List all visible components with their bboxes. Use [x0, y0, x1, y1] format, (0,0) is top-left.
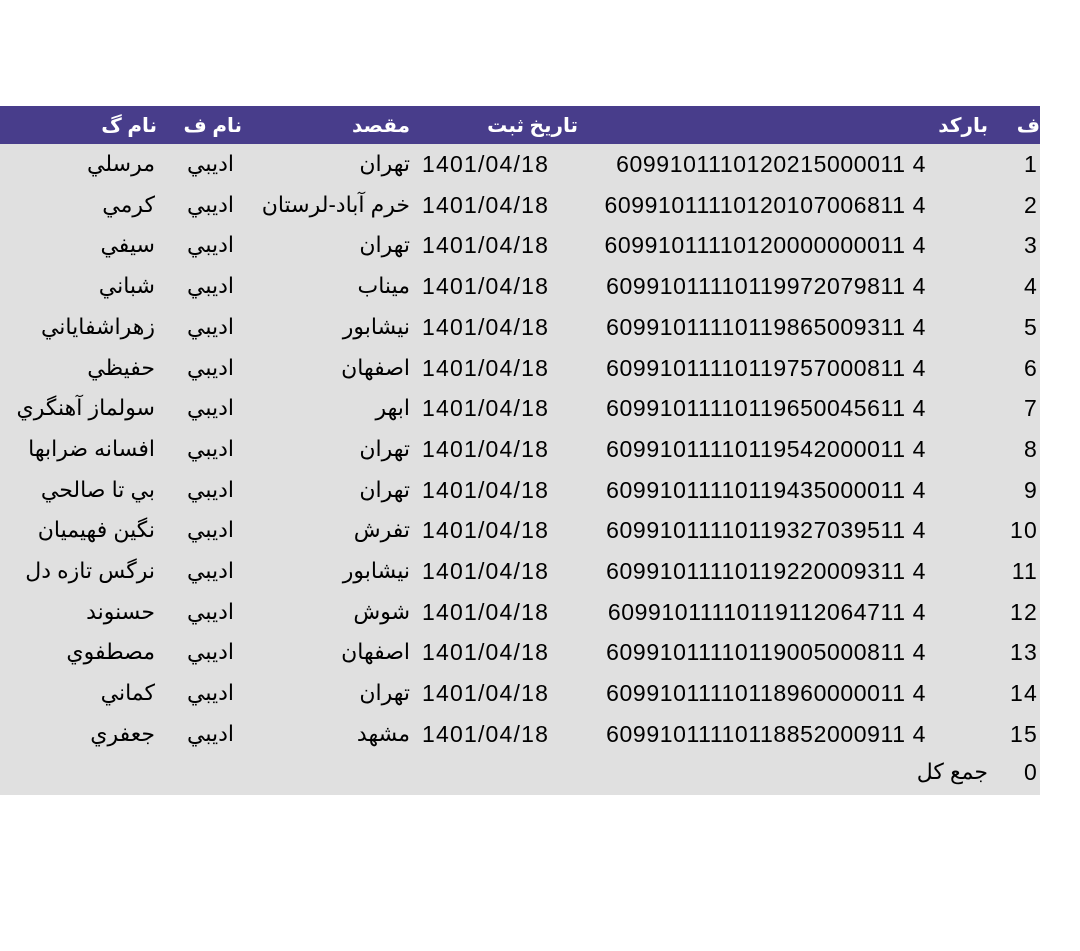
row-number: 14: [1010, 680, 1038, 707]
date-cell: 1401/04/18: [422, 273, 550, 300]
date-cell: 1401/04/18: [422, 476, 550, 503]
destination-cell: ابهر: [375, 395, 410, 421]
barcode-cell: 60991011110120000000011 4: [604, 232, 926, 259]
sender-name-cell: اديبي: [186, 598, 234, 624]
destination-cell: تهران: [359, 680, 410, 706]
table-row: [0, 144, 1040, 185]
receiver-name-cell: شباني: [98, 273, 155, 299]
row-number: 1: [1024, 151, 1038, 177]
sender-name-cell: اديبي: [186, 558, 234, 583]
table-row: [0, 185, 1040, 226]
row-number: 2: [1024, 191, 1038, 218]
total-value: 0: [1024, 758, 1038, 785]
row-number: 8: [1024, 435, 1038, 462]
header-date: تاریخ ثبت: [487, 115, 578, 137]
receiver-name-cell: نرگس تازه دل: [25, 558, 155, 583]
sender-name-cell: اديبي: [186, 395, 234, 421]
table-row: [0, 470, 1040, 511]
sender-name-cell: اديبي: [186, 680, 234, 706]
report-table: [0, 106, 1040, 795]
barcode-cell: 60991011110119327039511 4: [606, 517, 926, 544]
sender-name-cell: اديبي: [186, 517, 234, 543]
receiver-name-cell: حسنوند: [86, 598, 155, 624]
barcode-cell: 60991011110119435000011 4: [606, 476, 926, 503]
header-destination: مقصد: [351, 115, 410, 137]
table-row: [0, 388, 1040, 429]
barcode-cell: 60991011110119542000011 4: [606, 435, 926, 462]
sender-name-cell: اديبي: [186, 720, 234, 746]
receiver-name-cell: سولماز آهنگري: [16, 395, 155, 421]
receiver-name-cell: نگين فهيميان: [37, 517, 155, 543]
date-cell: 1401/04/18: [422, 680, 550, 707]
destination-cell: تهران: [359, 151, 410, 176]
table-row: [0, 307, 1040, 348]
date-cell: 1401/04/18: [422, 151, 550, 177]
receiver-name-cell: سيفي: [100, 232, 155, 258]
destination-cell: تفرش: [353, 517, 410, 543]
barcode-cell: 60991011110119112064711 4: [607, 598, 926, 625]
sender-name-cell: اديبي: [186, 476, 234, 502]
barcode-cell: 60991011110119220009311 4: [606, 558, 926, 584]
destination-cell: شوش: [353, 598, 410, 624]
sender-name-cell: اديبي: [186, 191, 234, 217]
destination-cell: نيشابور: [342, 558, 410, 583]
destination-cell: تهران: [359, 476, 410, 502]
barcode-cell: 60991011110119757000811 4: [606, 354, 926, 381]
table-row: [0, 673, 1040, 714]
destination-cell: نيشابور: [342, 313, 410, 339]
table-header: [0, 106, 1040, 144]
row-number: 12: [1010, 598, 1038, 625]
date-cell: 1401/04/18: [422, 435, 550, 462]
total-label: جمع كل: [916, 758, 988, 784]
destination-cell: تهران: [359, 232, 410, 258]
row-number: 4: [1024, 273, 1038, 300]
date-cell: 1401/04/18: [422, 517, 550, 544]
table-row: [0, 348, 1040, 389]
destination-cell: تهران: [359, 435, 410, 461]
receiver-name-cell: افسانه ضرابها: [28, 435, 155, 461]
row-number: 5: [1024, 313, 1038, 340]
date-cell: 1401/04/18: [422, 395, 550, 422]
row-number: 3: [1024, 232, 1038, 259]
date-cell: 1401/04/18: [422, 639, 550, 666]
receiver-name-cell: مصطفوي: [66, 639, 155, 665]
date-cell: 1401/04/18: [422, 598, 550, 625]
row-number: 6: [1024, 354, 1038, 381]
row-number: 11: [1011, 558, 1038, 584]
date-cell: 1401/04/18: [422, 558, 550, 584]
destination-cell: اصفهان: [341, 639, 410, 665]
sender-name-cell: اديبي: [186, 435, 234, 461]
barcode-cell: 6099101110120215000011 4: [616, 151, 926, 177]
table-row: [0, 225, 1040, 266]
receiver-name-cell: مرسلي: [87, 151, 155, 176]
date-cell: 1401/04/18: [422, 191, 550, 218]
header-row-no: ف: [1016, 115, 1040, 137]
sender-name-cell: اديبي: [186, 354, 234, 380]
date-cell: 1401/04/18: [422, 313, 550, 340]
barcode-cell: 60991011110120107006811 4: [604, 191, 926, 218]
table-row: [0, 266, 1040, 307]
table-row: [0, 510, 1040, 551]
receiver-name-cell: حفيظي: [87, 354, 155, 380]
sender-name-cell: اديبي: [186, 313, 234, 339]
receiver-name-cell: كماني: [100, 680, 155, 706]
destination-cell: ميناب: [357, 273, 410, 299]
header-barcode: بارکد: [938, 115, 988, 137]
receiver-name-cell: جعفري: [90, 720, 155, 746]
barcode-cell: 60991011110119865009311 4: [606, 313, 926, 340]
barcode-cell: 60991011110119972079811 4: [606, 273, 926, 300]
barcode-cell: 60991011110119650045611 4: [606, 395, 926, 422]
receiver-name-cell: بي تا صالحي: [40, 476, 155, 502]
sender-name-cell: اديبي: [186, 151, 234, 176]
destination-cell: مشهد: [356, 720, 410, 746]
date-cell: 1401/04/18: [422, 232, 550, 259]
destination-cell: خرم آباد-لرستان: [261, 191, 410, 217]
table-row: [0, 632, 1040, 673]
row-number: 15: [1010, 720, 1038, 747]
sender-name-cell: اديبي: [186, 639, 234, 665]
sender-name-cell: اديبي: [186, 273, 234, 299]
date-cell: 1401/04/18: [422, 354, 550, 381]
table-row: [0, 429, 1040, 470]
total-row: [0, 752, 1040, 793]
table-row: [0, 592, 1040, 633]
barcode-cell: 60991011110118960000011 4: [606, 680, 926, 707]
table-row: [0, 551, 1040, 592]
row-number: 7: [1024, 395, 1038, 422]
header-sender: نام ف: [183, 115, 242, 137]
row-number: 13: [1010, 639, 1038, 666]
row-number: 9: [1024, 476, 1038, 503]
header-receiver: نام گ: [101, 115, 157, 137]
receiver-name-cell: زهراشفاياني: [40, 313, 155, 339]
receiver-name-cell: كرمي: [102, 191, 155, 217]
table-row: [0, 714, 1040, 755]
row-number: 10: [1010, 517, 1038, 544]
date-cell: 1401/04/18: [422, 720, 550, 747]
destination-cell: اصفهان: [341, 354, 410, 380]
barcode-cell: 60991011110119005000811 4: [606, 639, 926, 666]
sender-name-cell: اديبي: [186, 232, 234, 258]
barcode-cell: 60991011110118852000911 4: [606, 720, 926, 747]
